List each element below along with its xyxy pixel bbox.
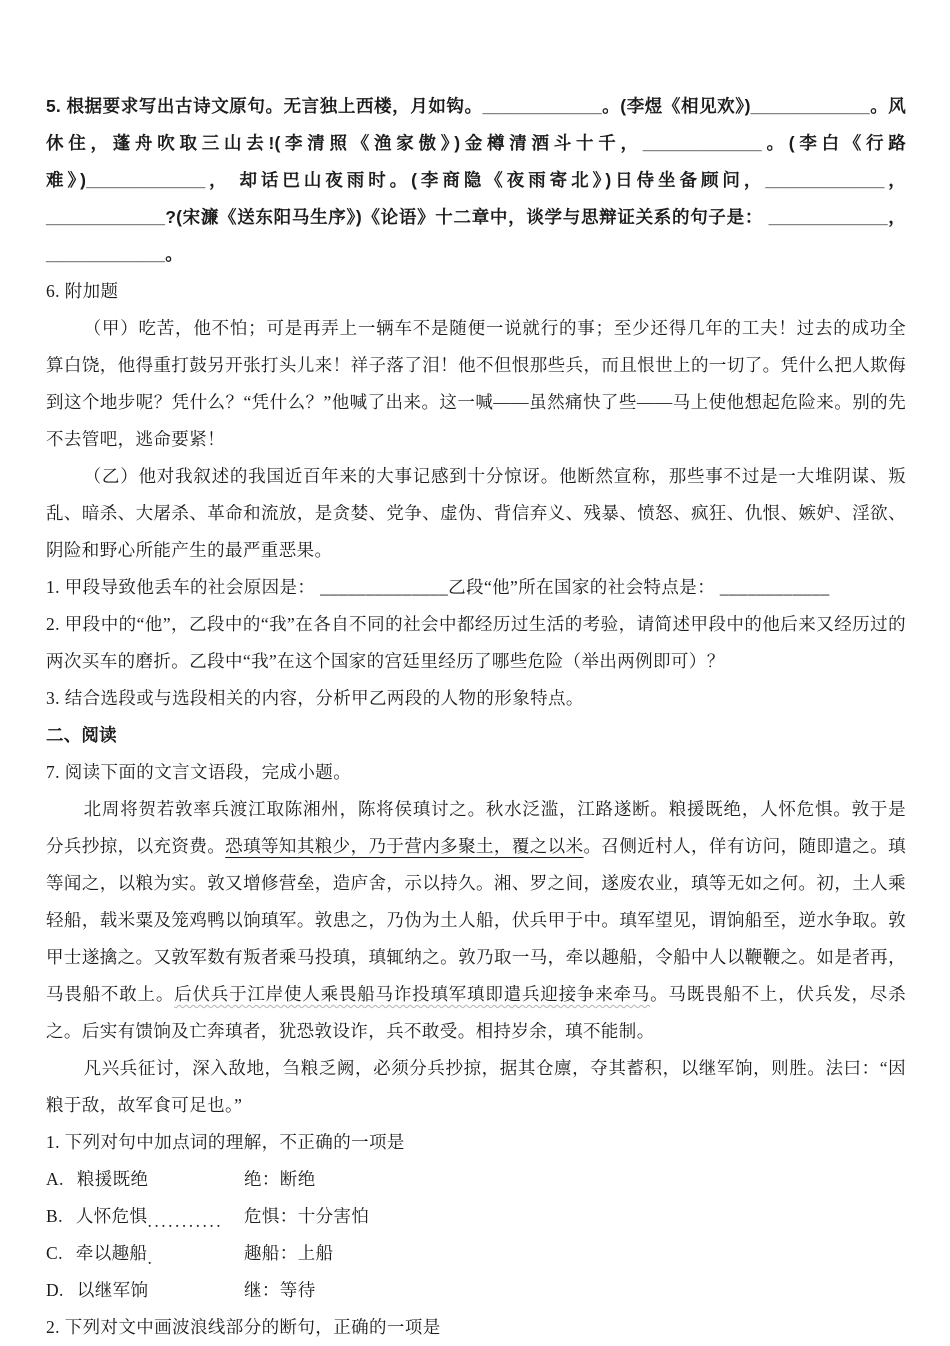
- question-7-intro: 7. 阅读下面的文言文语段，完成小题。: [46, 762, 352, 782]
- question-6-heading: 6. 附加题: [46, 281, 119, 301]
- option-b-label: B.: [46, 1206, 63, 1226]
- question-7-sub1: 1. 下列对句中加点词的理解，不正确的一项是: [46, 1132, 405, 1152]
- question-6-sub2: 2. 甲段中的“他”，乙段中的“我”在各自不同的社会中都经历过生活的考验，请简述甲段中的他后来又经历过的两次买车的磨折。乙段中“我”在这个国家的宫廷里经历了哪些危险（举出两例即可）？: [46, 614, 906, 671]
- option-c-label: C.: [46, 1243, 63, 1263]
- section-reading-heading: 二、阅读: [46, 725, 117, 745]
- option-row-a: [46, 1161, 906, 1198]
- classical-segment-1: 北周将贺若敦率兵渡江取陈湘州，陈将侯瑱讨之。秋水泛滥，江路遂断。粮援既绝，人怀危惧。敦于是分兵抄掠，以充资费。: [46, 799, 906, 856]
- question-7-classical-paragraph-1: [46, 791, 906, 1050]
- classical-segment-2: 。召侧近村人，佯有访问，随即遣之。瑱等闻之，以粮为实。敦又增修营垒，造庐舍，示以持久。湘、罗之间，遂废农业，瑱等无如之何。初，土人乘轻船，载米粟及笼鸡鸭以饷瑱军。敦患之，乃伪为土人船，伏兵甲于中。瑱军望见，谓饷船至，逆水争取。敦甲士遂擒之。又敦军数有叛者乘马投瑱，瑱辄纳之。敦乃取一马，牵以趣船，令船中人以鞭鞭之。如是者再，马畏船不敢上。: [46, 836, 907, 1004]
- classical-segment-3: 。马既畏船不上，伏兵发，尽杀之。后实有馈饷及亡奔瑱者，犹恐敦设诈，兵不敢受。相持岁余，瑱不能制。: [46, 984, 906, 1041]
- classical-wavy-underlined-segment: 后伏兵于江岸使人乘畏船马诈投瑱军瑱即遣兵迎接争来牵马: [174, 984, 651, 1004]
- option-row-c: [46, 1235, 906, 1272]
- question-7-classical-paragraph-2: 凡兴兵征讨，深入敌地，刍粮乏阙，必须分兵抄掠，据其仓廪，夺其蓄积，以继军饷，则胜。法曰：“因粮于敌，故军食可足也。”: [46, 1058, 906, 1115]
- classical-underlined-segment: 恐瑱等知其粮少，乃于营内多聚土，覆之以米: [225, 836, 584, 856]
- option-c-dots: .: [147, 1248, 155, 1268]
- option-c-phrase: 牵以趣船: [75, 1243, 148, 1263]
- option-d-dots: [148, 1277, 244, 1314]
- option-d-phrase: 以继军饷: [76, 1280, 149, 1300]
- option-a-definition: 绝：断绝: [244, 1169, 316, 1189]
- option-b-dots: ...........: [147, 1211, 224, 1231]
- question-6-passage-yi: （乙）他对我叙述的我国近百年来的大事记感到十分惊讶。他断然宣称，那些事不过是一大堆阴谋、叛乱、暗杀、大屠杀、革命和流放，是贪婪、党争、虚伪、背信弃义、残暴、愤怒、疯狂、仇恨、嫉妒、淫欲、阴险和野心所能产生的最严重恶果。: [46, 466, 906, 560]
- option-b-phrase: 人怀危惧: [75, 1206, 148, 1226]
- option-c-definition: 趣船：上船: [244, 1243, 334, 1263]
- option-a-phrase: 粮援既绝: [76, 1169, 149, 1189]
- question-6-passage-jia: （甲）吃苦，他不怕；可是再弄上一辆车不是随便一说就行的事；至少还得几年的工夫！过去的成功全算白饶，他得重打鼓另开张打头儿来！祥子落了泪！他不但恨那些兵，而且恨世上的一切了。凭什么把人欺侮到这个地步呢？凭什么？“凭什么？”他喊了出来。这一喊——虽然痛快了些——马上使他想起危险来。别的先不去管吧，逃命要紧！: [46, 318, 906, 449]
- question-5-text: 5. 根据要求写出古诗文原句。无言独上西楼，月如钩。____________。(李煜《相见欢》)____________。风休住，蓬舟吹取三山去!(李清照《渔家傲》)金樽清酒斗十千，____________。(李白《行路难》)____________， 却话巴山夜雨时。(李商隐《夜雨寄北》)日侍坐备顾问，____________， ____________?(宋濂《送东阳马生序》)《论语》十二章中，谈学与思辩证关系的句子是： ____________， ____________。: [46, 96, 906, 264]
- option-row-d: [46, 1272, 906, 1309]
- question-7-sub2: 2. 下列对文中画波浪线部分的断句，正确的一项是: [46, 1317, 441, 1337]
- option-d-label: D.: [46, 1280, 64, 1300]
- question-6-sub1: 1. 甲段导致他丢车的社会原因是： ______________乙段“他”所在国家的社会特点是： ____________: [46, 577, 830, 597]
- question-6-sub3: 3. 结合选段或与选段相关的内容，分析甲乙两段的人物的形象特点。: [46, 688, 584, 708]
- option-a-dots: [148, 1166, 244, 1203]
- option-a-label: A.: [46, 1169, 64, 1189]
- option-d-definition: 继：等待: [244, 1280, 316, 1300]
- option-b-definition: 危惧：十分害怕: [244, 1206, 370, 1226]
- option-row-b: [46, 1198, 906, 1235]
